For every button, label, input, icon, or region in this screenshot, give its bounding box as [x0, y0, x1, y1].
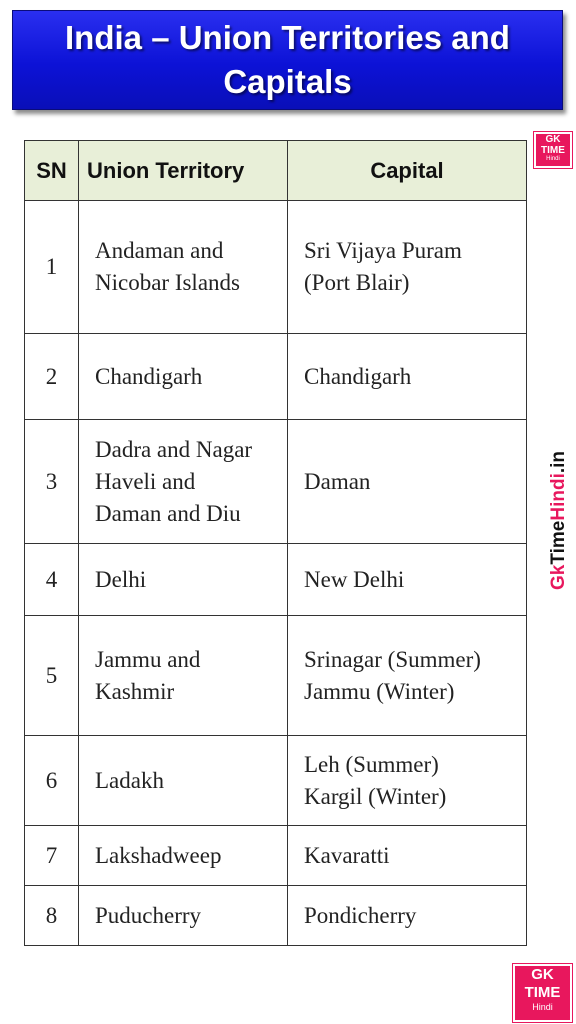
row-territory: Puducherry	[79, 886, 288, 946]
logo-line-time: TIME	[541, 145, 565, 156]
site-watermark	[548, 451, 570, 590]
table-row	[25, 420, 527, 544]
gk-time-logo-small	[534, 132, 572, 168]
table-row	[25, 616, 527, 736]
logo-line-hindi: Hindi	[532, 1002, 553, 1012]
watermark-gk: Gk	[548, 564, 569, 590]
table-row	[25, 886, 527, 946]
row-capital: Sri Vijaya Puram (Port Blair)	[288, 201, 527, 334]
table-row	[25, 544, 527, 616]
logo-line-time: TIME	[524, 984, 561, 1001]
row-sn: 5	[25, 616, 79, 736]
header-capital: Capital	[288, 141, 527, 201]
title-banner	[12, 10, 563, 110]
row-capital: Daman	[288, 420, 527, 544]
row-capital: Chandigarh	[288, 334, 527, 420]
row-sn: 6	[25, 736, 79, 826]
row-sn: 1	[25, 201, 79, 334]
watermark-time: Time	[548, 520, 569, 565]
row-territory: Jammu and Kashmir	[79, 616, 288, 736]
table-row	[25, 736, 527, 826]
row-capital: Srinagar (Summer) Jammu (Winter)	[288, 616, 527, 736]
watermark-hindi: Hindi	[548, 473, 569, 521]
page-title: India – Union Territories and Capitals	[65, 19, 510, 100]
header-union-territory: Union Territory	[79, 141, 288, 201]
logo-line-hindi: Hindi	[546, 156, 560, 162]
logo-line-gk: GK	[531, 966, 554, 983]
header-sn: SN	[25, 141, 79, 201]
watermark-tld: .in	[548, 450, 569, 474]
row-capital: Pondicherry	[288, 886, 527, 946]
union-territories-table	[24, 140, 527, 946]
row-capital: Kavaratti	[288, 826, 527, 886]
row-sn: 4	[25, 544, 79, 616]
row-territory: Chandigarh	[79, 334, 288, 420]
table-row	[25, 201, 527, 334]
row-sn: 7	[25, 826, 79, 886]
row-territory: Delhi	[79, 544, 288, 616]
row-capital: New Delhi	[288, 544, 527, 616]
logo-line-gk: GK	[545, 134, 561, 145]
row-sn: 3	[25, 420, 79, 544]
row-sn: 2	[25, 334, 79, 420]
row-territory: Andaman and Nicobar Islands	[79, 201, 288, 334]
row-capital: Leh (Summer) Kargil (Winter)	[288, 736, 527, 826]
table-row	[25, 334, 527, 420]
table-row	[25, 826, 527, 886]
row-sn: 8	[25, 886, 79, 946]
row-territory: Ladakh	[79, 736, 288, 826]
row-territory: Lakshadweep	[79, 826, 288, 886]
table-header-row	[25, 141, 527, 201]
gk-time-logo-large	[513, 964, 572, 1022]
row-territory: Dadra and Nagar Haveli and Daman and Diu	[79, 420, 288, 544]
